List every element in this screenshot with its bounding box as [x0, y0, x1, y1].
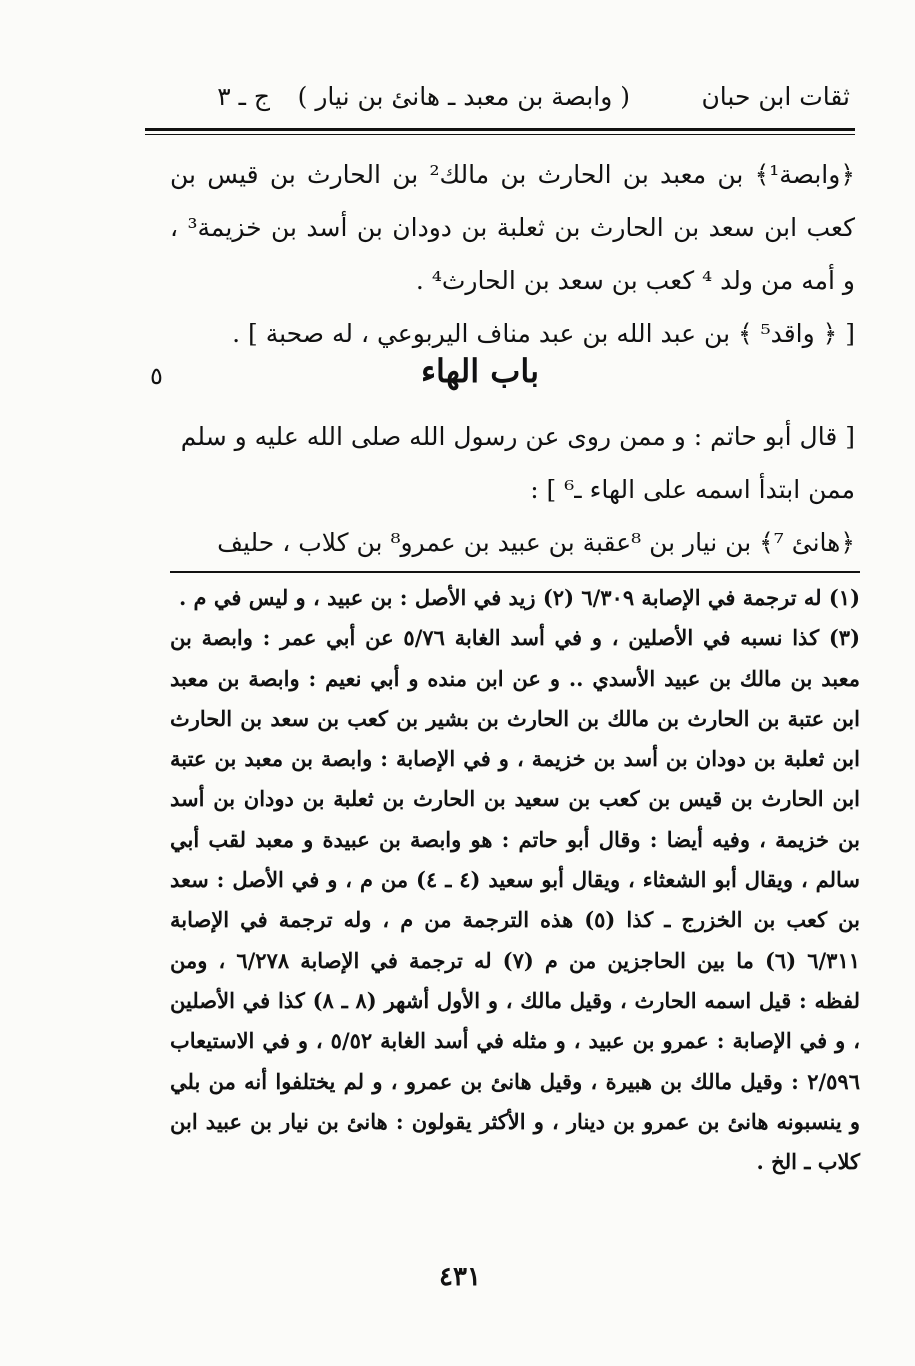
header-rule-thin — [145, 134, 855, 135]
footnotes — [170, 578, 860, 1182]
entry-waqid: [ ﴿ واقد⁵ ﴾ بن عبد الله بن عبد مناف اليربوعي ، له صحبة ] . — [232, 319, 855, 348]
header-rule-thick — [145, 128, 855, 131]
main-text — [170, 148, 855, 360]
running-header — [150, 82, 850, 122]
volume-number: ج ـ ٣ — [217, 82, 270, 111]
page-number: ٤٣١ — [439, 1262, 481, 1292]
footnote-3-8: (٣) كذا نسبه في الأصلين ، و في أسد الغابة ٥/٧٦ عن أبي عمر : وابصة بن معبد بن مالك بن عبيد الأسدي .. و عن ابن منده و أبي نعيم : وابصة بن معبد ابن عتبة بن الحارث بن مالك بن الحارث بن بشير بن كعب بن سعد بن الحارث ابن ثعلبة بن دودان بن أسد بن خزيمة ، و في الإصابة : وابصة بن معبد بن عتبة ابن الحارث بن قيس بن كعب بن سعيد بن الحارث بن ثعلبة بن دودان بن أسد بن خزيمة ، وفيه أيضا : وقال أبو حاتم : هو وابصة بن عبيدة و معبد لقب أبي سالم ، ويقال أبو الشعثاء ، ويقال أبو سعيد (٤ ـ ٤) من م ، و في الأصل : سعد بن كعب بن الخزرج ـ كذا (٥) هذه الترجمة من م ، وله ترجمة في الإصابة ٦/٣١١ (٦) ما بين الحاجزين من م (٧) له ترجمة في الإصابة ٦/٢٧٨ ، ومن لفظه : قيل اسمه الحارث ، وقيل مالك ، و الأول أشهر (٨ ـ ٨) كذا في الأصلين ، و في الإصابة : عمرو بن عبيد ، و مثله في أسد الغابة ٥/٥٢ ، و في الاستيعاب ٢/٥٩٦ : وقيل مالك بن هبيرة ، وقيل هانئ بن عمرو ، و لم يختلفوا أنه من بلي و ينسبونه هانئ بن عمرو بن دينار ، و الأكثر يقولون : هانئ بن نيار بن عبيد ابن كلاب ـ الخ . — [170, 625, 861, 1175]
intro-line-2: ممن ابتدأ اسمه على الهاء ـ⁶ ] : — [530, 475, 855, 504]
section-heading: باب الهاء — [420, 352, 540, 390]
entry-hani: ﴿هانئ ⁷﴾ بن نيار بن ⁸عقبة بن عبيد بن عمرو⁸ بن كلاب ، حليف — [217, 528, 855, 557]
section-text — [170, 410, 855, 569]
intro-line-1: [ قال أبو حاتم : و ممن روى عن رسول الله صلى الله عليه و سلم — [180, 422, 855, 451]
book-title: ثقات ابن حبان — [701, 82, 850, 111]
page-topic: ( وابصة بن معبد ـ هانئ بن نيار ) — [297, 82, 630, 111]
footnote-separator — [170, 571, 860, 573]
entry-wabisa: ﴿وابصة¹﴾ بن معبد بن الحارث بن مالك² بن الحارث بن قيس بن كعب ابن سعد بن الحارث بن ثعلبة بن دودان بن أسد بن خزيمة³ ، و أمه من ولد ⁴ كعب بن سعد بن الحارث⁴ . — [170, 160, 855, 295]
margin-line-number: ٥ — [150, 362, 163, 390]
footnote-1-2: (١) له ترجمة في الإصابة ٦/٣٠٩ (٢) زيد في الأصل : بن عبيد ، و ليس في م . — [178, 585, 860, 610]
